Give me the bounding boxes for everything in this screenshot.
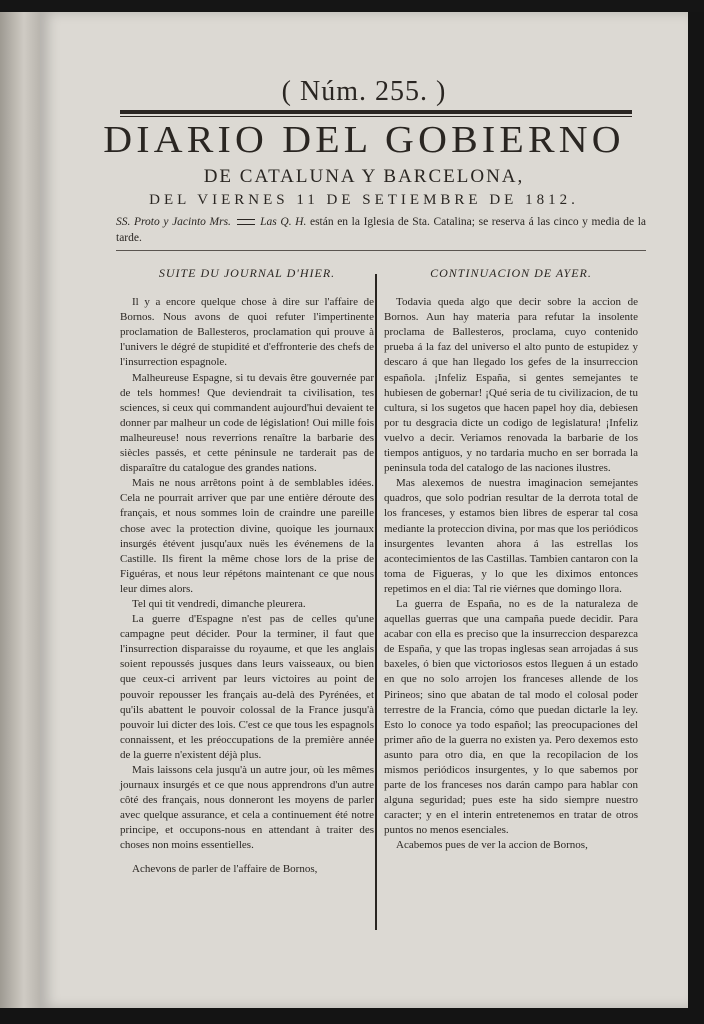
- issue-date: DEL VIERNES 11 DE SETIEMBRE DE 1812.: [149, 192, 579, 208]
- left-paragraph: Achevons de parler de l'affaire de Bornos,: [132, 862, 318, 875]
- newspaper-page: [40, 12, 688, 1008]
- column-divider: [375, 274, 377, 930]
- left-paragraph: Mais ne nous arrêtons point à de semblables idées. Cela ne pourrait arriver que par une entière déroute des français, et nous sommes loin de craindre une pareille chose avec la protection divine, quoique les journaux insurgés étévent jusqu'aux nuës les événemens de la Castille. Ils firent la même chose lors de la prise de Figuéras, et nous leur répétons maintenant ce que nous leur dimes alors.: [120, 477, 374, 595]
- right-paragraph: Mas alexemos de nuestra imaginacion semejantes quadros, que solo podrian resultar de la derrota total de los franceses, y estamos bien libres de esperar tal cosa mediante la proteccion divina, por mas que los periódicos insurgentes levanten ahora á las estrellas los acontecimientos de las Castillas. Tambien cantaron con la toma de Figueras, y lo que les diximos entonces repetimos en el dia: Tal rie viérnes que domingo llora.: [384, 477, 638, 595]
- forty-hours: Las Q. H.: [260, 216, 307, 228]
- right-paragraph: Todavia queda algo que decir sobre la accion de Bornos. Aun hay materia para refutar la insolente proclama de Ballesteros, proclama, cuyo contenido prueba á la faz del universo el alto punto de estupidez y descaro á que han llegado los gefes de la insurreccion española. ¡Infeliz España, si gentes semejantes te hubiesen de gobernar! ¡Qué seria de tu civilizacion, de tu cultura, si los sugetos que hacen papel hoy dia, debiesen por tu desgracia dicte un codigo de legislatura! ¡Infeliz vuelvo a decir. Veriamos renovada la barbarie de los tiempos antiguos, y no tardaria mucho en ser borrada la peninsula toda del catalogo de las naciones ilustres.: [384, 296, 638, 475]
- masthead-rule-thick: [120, 110, 632, 114]
- left-paragraph: La guerre d'Espagne n'est pas de celles qu'une campagne peut décider. Pour la terminer, il faut que l'insurrection disparaisse du royaume, et que les anglais soient repoussés jusques dans leurs vaisseaux, ou bien que ceux-ci arrivent par leurs victoires au point de pouvoir repousser les français au-delà des Pyrénées, et qu'ils abattent le pouvoir colossal de la France jusqu'à pouvoir lui dicter des lois. C'est ce que tous les espagnols connaissent, et les préoccupations de la première année de la guerre n'existent déjà plus.: [120, 613, 374, 761]
- issue-number: ( Núm. 255. ): [281, 76, 447, 107]
- double-rule-separator: [237, 219, 255, 225]
- newspaper-subtitle: DE CATALUNA Y BARCELONA,: [203, 166, 525, 187]
- left-paragraph: Il y a encore quelque chose à dire sur l'affaire de Bornos. Nous avons de quoi refuter l'impertinente proclamation de Ballesteros, proclamation qui prouve à l'univers le dégré de stupidité et d'effronterie des chefs de l'insurrection espagnole.: [120, 296, 374, 369]
- masthead-rule-thin: [120, 116, 632, 117]
- right-column-spanish: [384, 266, 638, 854]
- newspaper-title: DIARIO DEL GOBIERNO: [103, 119, 625, 161]
- left-paragraph: Tel qui tit vendredi, dimanche pleurera.: [132, 597, 306, 610]
- saints-names: SS. Proto y Jacinto Mrs.: [116, 216, 231, 228]
- left-column-heading: SUITE DU JOURNAL D'HIER.: [158, 266, 336, 280]
- scan-right-border: [688, 12, 704, 1024]
- right-paragraph: La guerra de España, no es de la naturaleza de aquellas guerras que una campaña puede decidir. Para acabar con ella es preciso que la insurreccion desparezca de España, y que las tropas inglesas sean arrojadas á sus baxeles, ó bien que victoriosos estos lleguen á un estado en que no solo arrojen los franceses allende de los Pirineos; sino que abatan de tal modo el colosal poder terrestre de la Francia, cómo que puedan dictarle la ley. Esto lo conoce ya todo español; las preocupaciones del primer año de la guerra no existen ya. Pero dexemos esto asunto para otro dia, en que la recopilacion de los mismos periódicos insurgentes, y lo que sabemos por parte de los franceses nos darán campo para hablar con alguna seguridad; pues este ha sido siempre nuestro caracter; y en el interin entretenemos en tratar de otros puntos no menos esenciales.: [384, 597, 638, 837]
- saints-notice: [116, 214, 646, 246]
- scan-top-border: [0, 0, 704, 12]
- right-column-heading: CONTINUACION DE AYER.: [430, 266, 592, 280]
- scan-bottom-border: [0, 1008, 704, 1024]
- saints-notice-text: están en la Iglesia de Sta. Catalina; se reserva á las cinco y media de la tarde.: [116, 216, 647, 244]
- left-paragraph: Mais laissons cela jusqu'à un autre jour, où les mêmes journaux insurgés et ce que nous apprendrons d'un autre côté des français, nous donneront les moyens de parler avec quelque assurance, et cela a continuement été notre principe, et occupons-nous en attendant à traiter des choses non moins essentielles.: [120, 764, 374, 852]
- left-paragraph: Malheureuse Espagne, si tu devais être gouvernée par de tels hommes! Que deviendrait ta civilisation, tes sciences, si ceux qui commandent aujourd'hui devaient te donner par malheur un code de législation! Oui mille fois malheureuse! nous reverrions renaître la barbarie des siècles passés, et cette péninsule ne tarderait pas de disparaître du catalogue des grandes nations.: [120, 371, 374, 475]
- header-divider: [116, 250, 646, 251]
- left-column-french: [120, 266, 374, 877]
- right-paragraph: Acabemos pues de ver la accion de Bornos,: [396, 839, 588, 852]
